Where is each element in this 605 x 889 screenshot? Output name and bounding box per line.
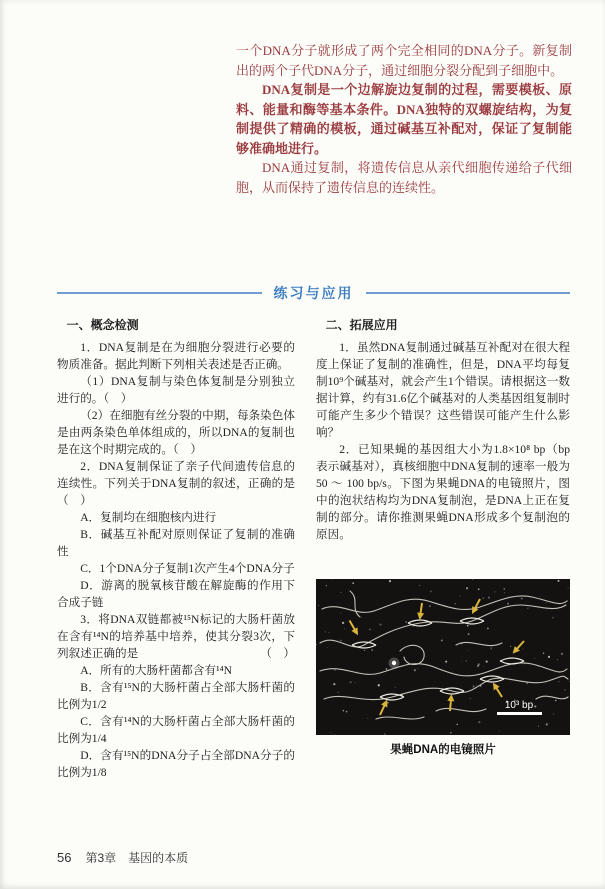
intro-paragraph-1: 一个DNA分子就形成了两个完全相同的DNA分子。新复制出的两个子代DNA分子，通过细胞分裂分配到子细胞中。 xyxy=(236,43,572,78)
extension-column xyxy=(316,317,570,781)
scale-bar-label: 10³ bp xyxy=(504,700,534,711)
question-3-answer-blank: （ ） xyxy=(260,647,295,660)
question-3-option-b: B．含有¹⁵N的大肠杆菌占全部大肠杆菌的比例为1/2 xyxy=(57,681,295,711)
header-rule-right xyxy=(366,292,571,294)
question-2-stem: 2．DNA复制保证了亲子代间遗传信息的连续性。下列关于DNA复制的叙述，正确的是（ ） xyxy=(57,460,295,507)
intro-key-paragraph: DNA复制是一个边解旋边复制的过程，需要模板、原料、能量和酶等基本条件。DNA独特的双螺旋结构，为复制提供了精确的模板，通过碱基互补配对，保证了复制能够准确地进行。 xyxy=(236,82,572,156)
concept-check-column xyxy=(57,317,295,781)
question-1-item-1: （1）DNA复制与染色体复制是分别独立进行的。（ ） xyxy=(57,375,295,405)
question-3-option-c: C．含有¹⁴N的大肠杆菌占全部大肠杆菌的比例为1/4 xyxy=(57,715,295,745)
section-title: 练习与应用 xyxy=(273,285,354,301)
scale-bar-line xyxy=(497,712,542,715)
question-2-option-d: D．游离的脱氧核苷酸在解旋酶的作用下合成子链 xyxy=(57,579,295,609)
question-2-option-c: C．1个DNA分子复制1次产生4个DNA分子 xyxy=(80,562,295,575)
page-number: 56 xyxy=(57,850,72,865)
bright-spot xyxy=(392,661,396,665)
exercise-columns xyxy=(57,317,570,781)
section-header xyxy=(57,283,570,303)
photo-caption: 果蝇DNA的电镜照片 xyxy=(390,744,496,756)
question-3-stem-text: 3．将DNA双链都被¹⁵N标记的大肠杆菌放在含有¹⁴N的培养基中培养，使其分裂3次，下列叙述正确的是 xyxy=(57,613,295,660)
question-1-stem: 1．DNA复制是在为细胞分裂进行必要的物质准备。据此判断下列相关表述是否正确。 xyxy=(57,341,295,371)
em-photo xyxy=(316,579,570,735)
question-2-option-a: A．复制均在细胞核内进行 xyxy=(80,511,217,524)
chapter-title: 第3章 基因的本质 xyxy=(85,851,189,865)
em-photo-figure xyxy=(316,579,570,759)
question-2-option-b: B．碱基互补配对原则保证了复制的准确性 xyxy=(57,528,295,558)
header-rule-left xyxy=(57,292,262,294)
concept-check-heading: 一、概念检测 xyxy=(66,318,139,332)
question-3-option-a: A．所有的大肠杆菌都含有¹⁴N xyxy=(80,664,232,677)
intro-paragraph-3: DNA通过复制，将遗传信息从亲代细胞传递给子代细胞，从而保持了遗传信息的连续性。 xyxy=(236,160,572,195)
question-1-item-2: （2）在细胞有丝分裂的中期，每条染色体是由两条染色单体组成的，所以DNA的复制也是在这个时期完成的。（ ） xyxy=(57,409,295,456)
question-3-stem xyxy=(57,611,295,662)
page-footer xyxy=(57,849,188,866)
extension-question-1: 1．虽然DNA复制通过碱基互补配对在很大程度上保证了复制的准确性，但是，DNA平均每复制10⁹个碱基对，就会产生1个错误。请根据这一数据计算，约有31.6亿个碱基对的人类基因组复制时可能产生多少个错误？这些错误可能产生什么影响？ xyxy=(316,341,570,439)
extension-question-2: 2．已知果蝇的基因组大小为1.8×10⁸ bp（bp表示碱基对），真核细胞中DNA复制的速率一般为50 ～ 100 bp/s。下图为果蝇DNA的电镜照片，图中的泡状结构均为DNA复制泡，是DNA上正在复制的部分。请你推测果蝇DNA形成多个复制泡的原因。 xyxy=(316,443,570,541)
extension-heading: 二、拓展应用 xyxy=(325,318,398,332)
intro-text-block xyxy=(236,41,572,197)
photo-background xyxy=(316,579,570,735)
question-3-option-d: D．含有¹⁵N的DNA分子占全部DNA分子的比例为1/8 xyxy=(57,749,295,779)
